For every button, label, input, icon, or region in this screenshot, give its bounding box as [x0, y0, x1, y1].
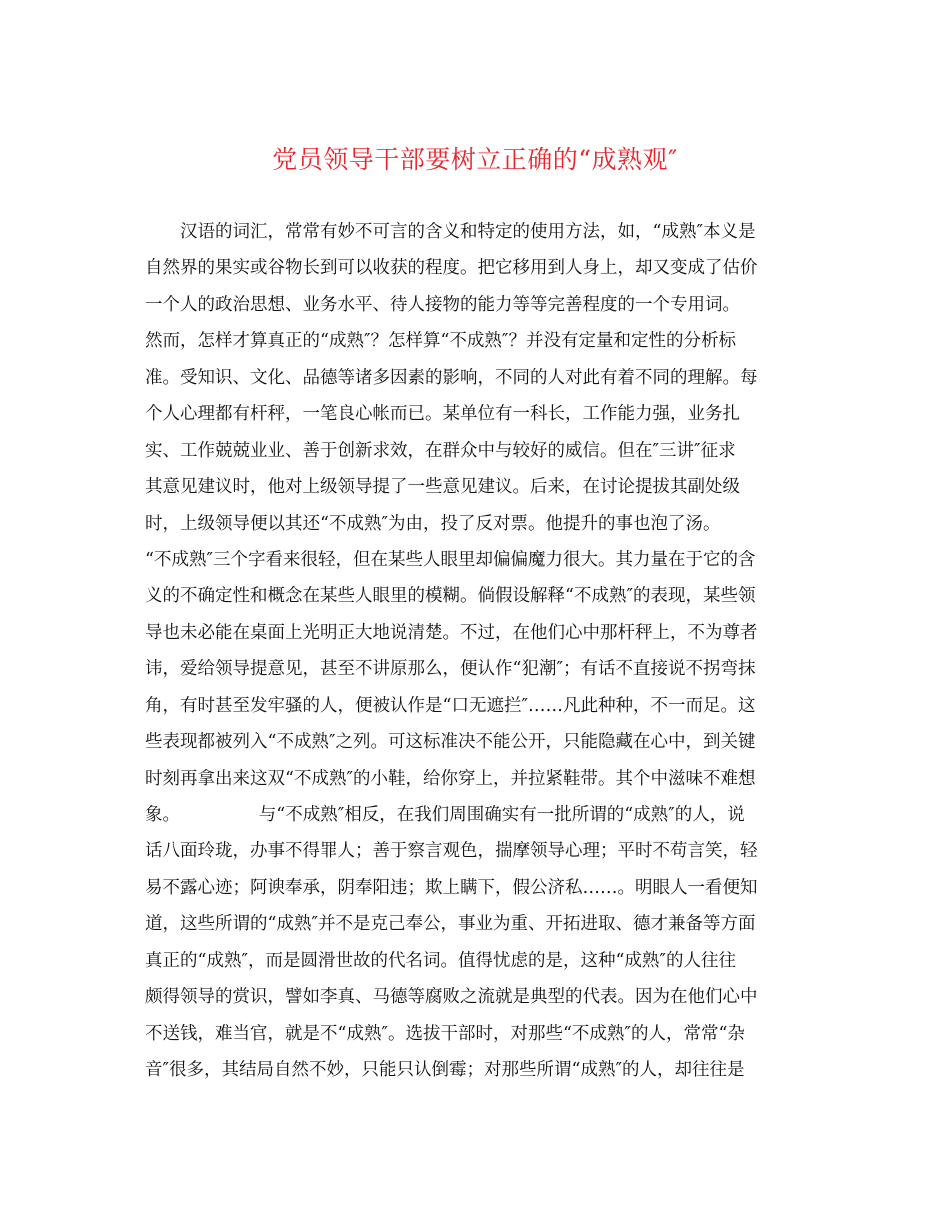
- body-text-line: 不送钱，难当官，就是不“成熟″。选拔干部时，对那些“不成熟″的人，常常“杂: [145, 1023, 745, 1044]
- body-text-line: 时刻再拿出来这双“不成熟″的小鞋，给你穿上，并拉紧鞋带。其个中滋味不难想: [145, 768, 756, 789]
- body-text-line: “不成熟″三个字看来很轻，但在某些人眼里却偏偏魔力很大。其力量在于它的含: [145, 549, 756, 570]
- body-text-line: 然而，怎样才算真正的“成熟″？怎样算“不成熟″？并没有定量和定性的分析标: [145, 331, 736, 352]
- body-text-line: 讳，爱给领导提意见，甚至不讲原那么，便认作“犯潮″；有话不直接说不拐弯抹: [145, 659, 756, 680]
- body-text-line: 自然界的果实或谷物长到可以收获的程度。把它移用到人身上，却又变成了估价: [145, 258, 758, 279]
- body-text-line: 象。 与“不成熟″相反，在我们周围确实有一批所谓的“成熟″的人，说: [145, 805, 745, 825]
- document-body: [145, 214, 810, 1089]
- body-text-line: 颇得领导的赏识，譬如李真、马德等腐败之流就是典型的代表。因为在他们心中: [145, 987, 758, 1008]
- body-text-line: 时，上级领导便以其还“不成熟″为由，投了反对票。他提升的事也泡了汤。: [145, 513, 721, 534]
- body-text-line: 话八面玲珑，办事不得罪人；善于察言观色，揣摩领导心理；平时不苟言笑，轻: [145, 841, 758, 862]
- body-text-line: 音″很多，其结局自然不妙，只能只认倒霉；对那些所谓“成熟″的人，却往往是: [145, 1060, 745, 1081]
- body-text-line: 实、工作兢兢业业、善于创新求效，在群众中与较好的威信。但在″三讲″征求: [145, 440, 736, 461]
- body-text-line: 一个人的政治思想、业务水平、待人接物的能力等等完善程度的一个专用词。: [145, 294, 740, 315]
- body-text-line: 些表现都被列入“不成熟″之列。可这标准决不能公开，只能隐藏在心中，到关键: [145, 732, 756, 753]
- body-text-line: 准。受知识、文化、品德等诸多因素的影响，不同的人对此有着不同的理解。每: [145, 367, 758, 388]
- body-text-line: 个人心理都有杆秤，一笔良心帐而已。某单位有一科长，工作能力强，业务扎: [145, 404, 740, 425]
- body-text-line: 汉语的词汇，常常有妙不可言的含义和特定的使用方法，如，“成熟″本义是: [145, 222, 756, 242]
- body-text-line: 真正的“成熟″，而是圆滑世故的代名词。值得忧虑的是，这种“成熟″的人往往: [145, 950, 736, 971]
- document-title: 党员领导干部要树立正确的“成熟观″: [272, 145, 678, 174]
- body-text-line: 导也未必能在桌面上光明正大地说清楚。不过，在他们心中那杆秤上，不为尊者: [145, 622, 758, 643]
- body-text-line: 义的不确定性和概念在某些人眼里的模糊。倘假设解释“不成熟″的表现，某些领: [145, 586, 756, 607]
- body-text-line: 其意见建议时，他对上级领导提了一些意见建议。后来，在讨论提拔其副处级: [145, 477, 740, 498]
- body-text-line: 易不露心迹；阿谀奉承，阴奉阳违；欺上瞒下，假公济私……。明眼人一看便知: [145, 877, 758, 898]
- body-text-line: 角，有时甚至发牢骚的人，便被认作是“口无遮拦″……凡此种种，不一而足。这: [145, 695, 756, 716]
- body-text-line: 道，这些所谓的“成熟″并不是克己奉公，事业为重、开拓进取、德才兼备等方面: [145, 914, 756, 935]
